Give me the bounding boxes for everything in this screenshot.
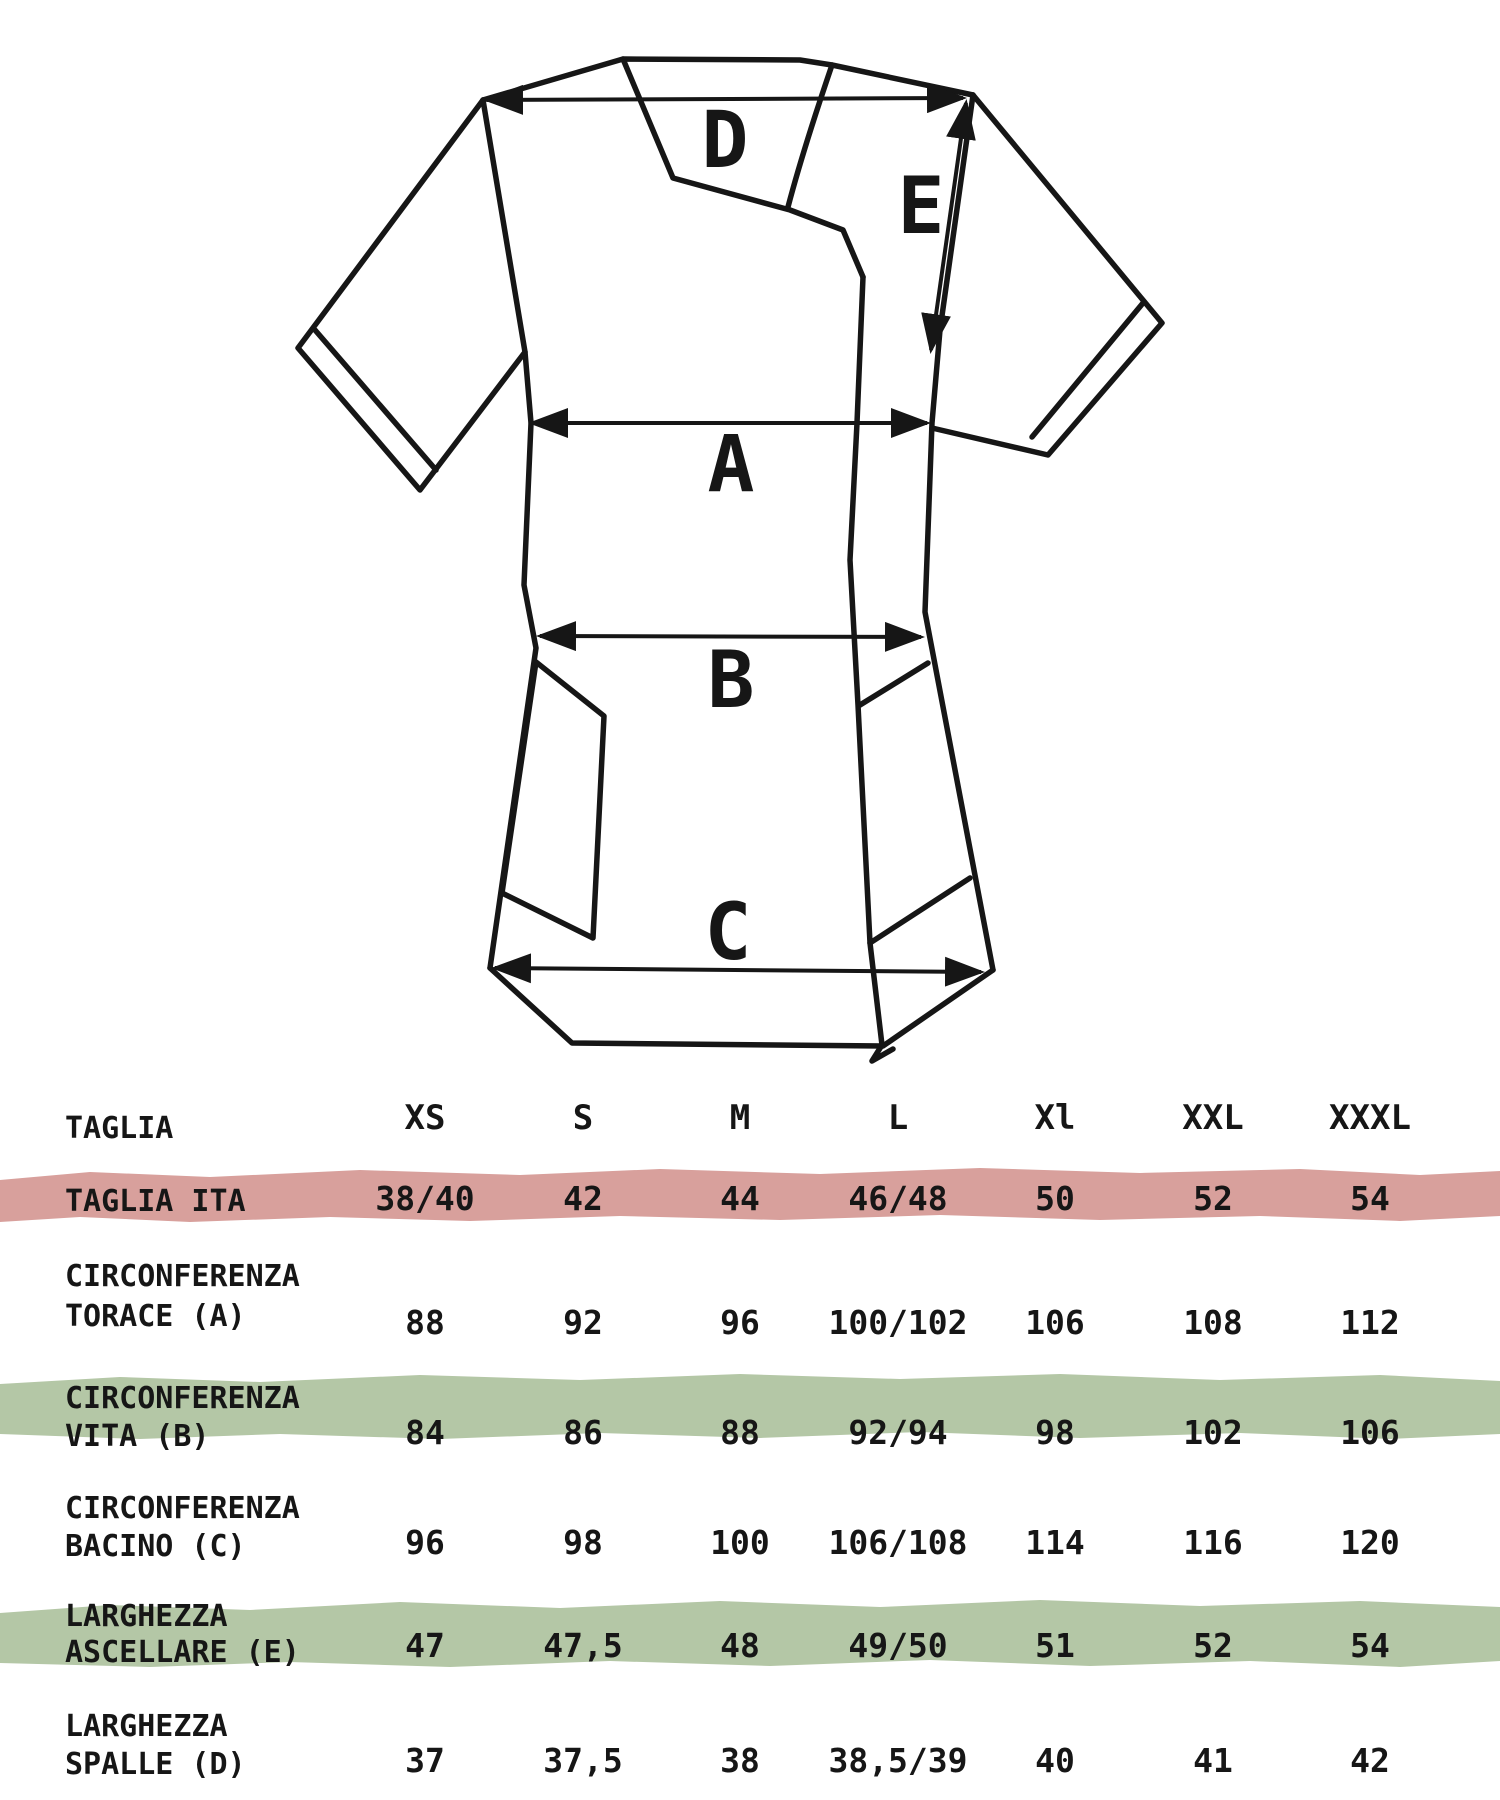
right-sleeve-cuff-line — [1032, 303, 1143, 437]
letter-E: E — [897, 162, 945, 252]
cell: 98 — [1035, 1413, 1075, 1452]
row-spalle-label-line1: LARGHEZZA — [65, 1709, 228, 1744]
cell: 96 — [405, 1523, 445, 1562]
cell: 106 — [1025, 1303, 1085, 1342]
row-taglia-ita-label: TAGLIA ITA — [65, 1184, 246, 1219]
letter-D: D — [701, 96, 749, 186]
cell: 37 — [405, 1741, 445, 1780]
cell: 92/94 — [848, 1413, 948, 1452]
cell: 54 — [1350, 1179, 1390, 1218]
row-spalle-label-line2: SPALLE (D) — [65, 1747, 246, 1782]
size-column-s: S — [572, 1098, 594, 1138]
cell: 44 — [720, 1179, 760, 1218]
row-vita-label-line2: VITA (B) — [65, 1419, 210, 1454]
size-column-xxxl: XXXL — [1329, 1098, 1411, 1138]
right-pocket-opening — [860, 663, 928, 705]
cell: 106/108 — [828, 1523, 968, 1562]
collar-top-edge — [483, 59, 973, 100]
cell: 38,5/39 — [828, 1741, 968, 1780]
row-ascellare-label-line1: LARGHEZZA — [65, 1599, 228, 1634]
cell: 102 — [1183, 1413, 1243, 1452]
right-neckline — [788, 65, 832, 207]
row-torace-label-line2: TORACE (A) — [65, 1299, 246, 1334]
row-vita-label-line1: CIRCONFERENZA — [65, 1381, 300, 1416]
cell: 48 — [720, 1626, 760, 1665]
letter-A: A — [707, 420, 755, 510]
cell: 96 — [720, 1303, 760, 1342]
row-bacino-label-line1: CIRCONFERENZA — [65, 1491, 300, 1526]
size-column-l: L — [887, 1098, 909, 1138]
cell: 47,5 — [543, 1626, 623, 1665]
left-sleeve-cuff-line — [315, 330, 436, 470]
letter-C: C — [704, 888, 752, 978]
cell: 54 — [1350, 1626, 1390, 1665]
cell: 41 — [1193, 1741, 1233, 1780]
cell: 47 — [405, 1626, 445, 1665]
cell: 42 — [563, 1179, 603, 1218]
cell: 50 — [1035, 1179, 1075, 1218]
cell: 112 — [1340, 1303, 1400, 1342]
cell: 51 — [1035, 1626, 1075, 1665]
cell: 116 — [1183, 1523, 1243, 1562]
cell: 120 — [1340, 1523, 1400, 1562]
cell: 40 — [1035, 1741, 1075, 1780]
cell: 92 — [563, 1303, 603, 1342]
cell: 52 — [1193, 1626, 1233, 1665]
cell: 42 — [1350, 1741, 1390, 1780]
table-header-label: TAGLIA — [65, 1111, 174, 1146]
row-ascellare-label-line2: ASCELLARE (E) — [65, 1635, 300, 1670]
cell: 49/50 — [848, 1626, 948, 1665]
row-torace-label-line1: CIRCONFERENZA — [65, 1259, 300, 1294]
cell: 106 — [1340, 1413, 1400, 1452]
letter-B: B — [707, 636, 755, 726]
cell: 86 — [563, 1413, 603, 1452]
bottom-hem — [490, 968, 993, 1046]
cell: 98 — [563, 1523, 603, 1562]
size-column-xxl: XXL — [1182, 1098, 1244, 1138]
cell: 37,5 — [543, 1741, 623, 1780]
size-column-m: M — [729, 1098, 751, 1138]
cell: 84 — [405, 1413, 445, 1452]
cell: 100 — [710, 1523, 770, 1562]
cell: 88 — [720, 1413, 760, 1452]
cell: 88 — [405, 1303, 445, 1342]
measurement-letters — [702, 96, 945, 978]
cell: 38/40 — [375, 1179, 475, 1218]
size-column-xl: Xl — [1034, 1098, 1076, 1138]
right-pocket-bottom — [870, 878, 970, 943]
size-column-xs: XS — [404, 1098, 446, 1138]
cell: 52 — [1193, 1179, 1233, 1218]
cell: 46/48 — [848, 1179, 948, 1218]
cell: 114 — [1025, 1523, 1085, 1562]
row-bacino-label-line2: BACINO (C) — [65, 1529, 246, 1564]
cell: 38 — [720, 1741, 760, 1780]
cell: 100/102 — [828, 1303, 968, 1342]
cell: 108 — [1183, 1303, 1243, 1342]
left-pocket — [502, 662, 604, 938]
